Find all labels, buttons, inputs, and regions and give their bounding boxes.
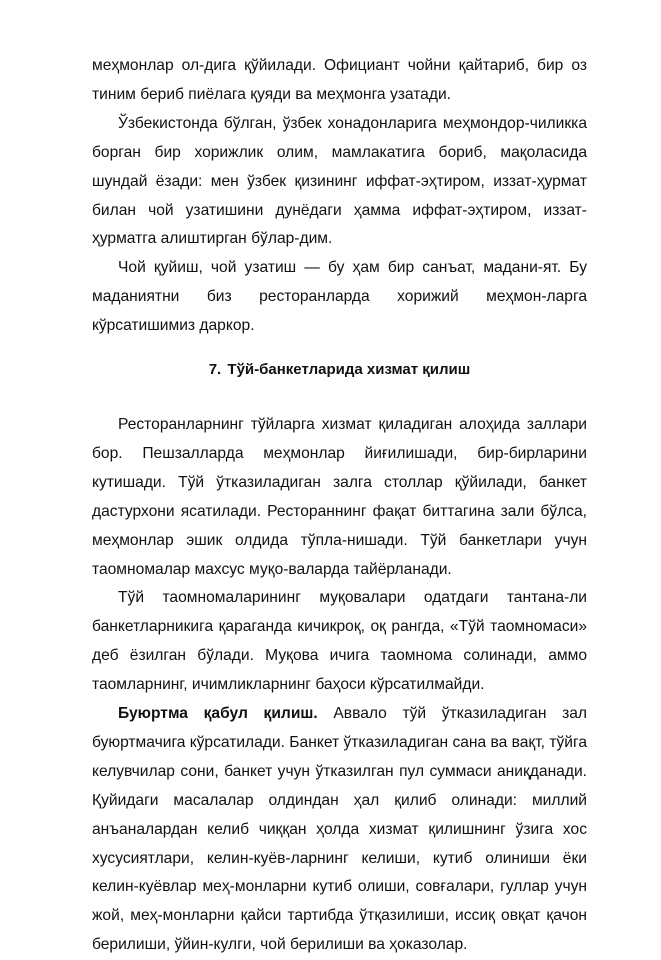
section-number: 7. <box>208 361 222 379</box>
section-heading <box>92 356 587 385</box>
paragraph-wedding-halls: Ресторанларнинг тўйларга хизмат қиладиган алоҳида заллари бор. Пешзалларда меҳмонлар йиғилишади, бир-бирларини кутишади. Тўй ўтказиладиган залга столлар қўйилади, банкет дастурхони ясатилади. Рестораннинг фақат биттагина зали бўлса, меҳмонлар эшик олдида тўпла-нишади. Тўй банкетлари учун таомномалар махсус муқо-валарда тайёрланади. <box>92 415 587 578</box>
paragraph-order-taking <box>92 700 587 960</box>
document-page <box>92 52 587 960</box>
paragraph-foreign-scholar: Ўзбекистонда бўлган, ўзбек хонадонларига меҳмондор-чиликка борган бир хорижлик олим, мамлакатига бориб, мақоласида шундай ёзади: мен ўзбек қизининг иффат-эҳтиром, иззат-ҳурмат билан чой узатишини дунёдаги ҳамма иффат-эҳтиром, иззат-ҳурматга алиштирган бўлар-дим. <box>92 114 587 248</box>
order-lead-term: Буюртма қабул қилиш. <box>118 705 318 723</box>
paragraph-continuation: меҳмонлар ол-дига қўйилади. Официант чойни қайтариб, бир оз тиним бериб пиёлага қуяди ва меҳмонга узатади. <box>92 57 587 103</box>
paragraph-wedding-menus: Тўй таомномаларининг муқовалари одатдаги тантана-ли банкетларникига қараганда кичикроқ, оқ рангда, «Тўй таомномаси» деб ёзилган бўлади. Муқова ичига таомнома солинади, аммо таомларнинг, ичимликларнинг баҳоси кўрсатилмайди. <box>92 589 587 694</box>
paragraph-tea-culture: Чой қуйиш, чой узатиш — бу ҳам бир санъат, мадани-ят. Бу маданиятни биз ресторанларда хорижий меҳмон-ларга кўрсатишимиз даркор. <box>92 259 587 335</box>
section-title: Тўй-банкетларида хизмат қилиш <box>227 361 471 379</box>
order-body-text: Аввало тўй ўтказиладиган зал буюртмачига кўрсатилади. Банкет ўтказиладиган сана ва вақт, тўйга келувчилар сони, банкет учун ўтказилган пул суммаси аниқданади. Қуйидаги масалалар олдиндан ҳал қилиб олинади: миллий анъаналардан келиб чиққан ҳолда хизмат қилишнинг ўзига хос хусусиятлари, келин-куёв-ларнинг келиши, кутиб олиниши ёки келин-куёвлар меҳ-монларни кутиб олиши, совғалари, гуллар учун жой, меҳ-монларни қайси тартибда ўтқазилиши, иссиқ овқат қачон берилиши, ўйин-кулги, чой берилиши ва ҳоказолар. <box>92 705 588 954</box>
